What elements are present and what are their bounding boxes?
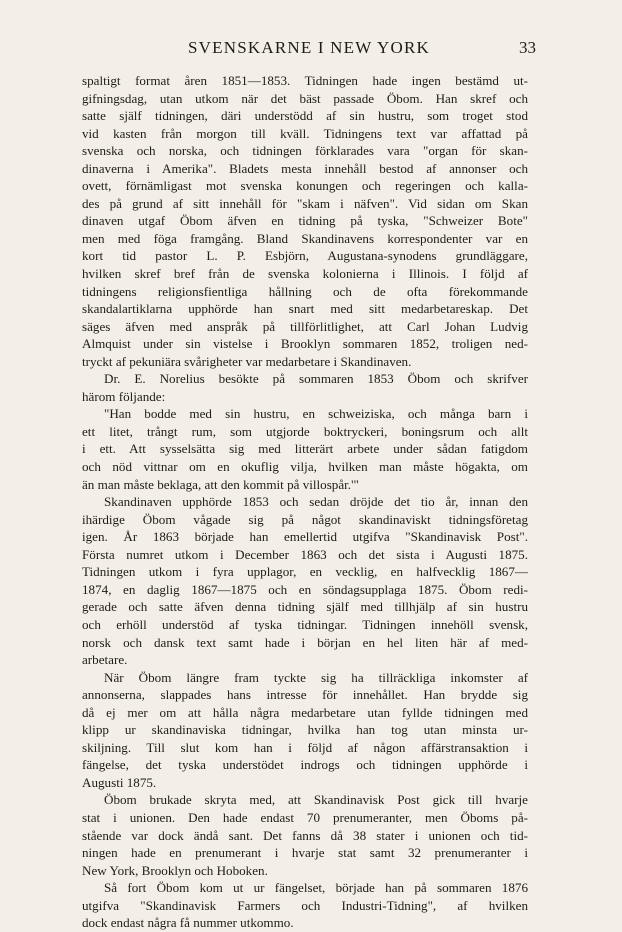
text-line: Skandinaven upphörde 1853 och sedan dröjde det tio år, innan den bbox=[104, 494, 528, 510]
text-line: svenska och norska, och tidningen förklarades vara "organ för skan- bbox=[82, 143, 528, 159]
text-line: tryckt af pekuniära svårigheter var medarbetare i Skandinaven. bbox=[82, 353, 412, 369]
page-number: 33 bbox=[519, 38, 536, 57]
text-line: norsk och dansk text samt hade i början en hel liten här af med- bbox=[82, 634, 528, 650]
text-line: säges äfven med anspråk på tillförlitlighet, att Carl Johan Ludvig bbox=[82, 318, 528, 334]
text-line: i ett. Att sysselsätta sig med litterärt arbete under sådan fatigdom bbox=[82, 441, 528, 457]
text-line: igen. År 1863 började han emellertid utgifva "Skandinavisk Post". bbox=[82, 529, 528, 545]
text-line: ihärdige Öbom vågade sig på något skandinaviskt tidningsföretag bbox=[82, 511, 528, 527]
text-line: des på grund af sitt innehåll för "skam i näfven". Vid sidan om Skan bbox=[82, 195, 528, 211]
text-line: "Han bodde med sin hustru, en schweiziska, och många barn i bbox=[104, 406, 528, 422]
text-line: 1874, en daglig 1867—1875 och en söndagsupplaga 1875. Öbom redi- bbox=[82, 581, 528, 597]
text-line: När Öbom längre fram tyckte sig ha tillräckliga inkomster af bbox=[104, 669, 528, 685]
text-line: Almquist under sin vistelse i Brooklyn sommaren 1852, troligen ned- bbox=[82, 336, 528, 352]
text-line: Så fort Öbom kom ut ur fängelset, började han på sommaren 1876 bbox=[104, 880, 528, 896]
text-line: arbetare. bbox=[82, 652, 128, 668]
running-header bbox=[82, 36, 536, 64]
text-line: spaltigt format åren 1851—1853. Tidningen hade ingen bestämd ut- bbox=[82, 73, 528, 88]
text-line: dinaverna i Amerika". Bladets mesta innehåll bestod af annonser och bbox=[82, 160, 528, 176]
text-line: gifningsdag, utan utkom när det bäst passade Öbom. Han skref och bbox=[82, 90, 528, 106]
text-line: då ej mer om att hålla några medarbetare utan fyllde tidningen med bbox=[82, 704, 528, 720]
text-line: ett litet, trångt rum, som utgjorde boktryckeri, boningsrum och allt bbox=[82, 423, 528, 439]
text-line: och erhöll understöd af tyska tidningar. Tidningen innehöll svensk, bbox=[82, 616, 528, 632]
text-line: vid kasten från morgon till kväll. Tidningens text var affattad på bbox=[82, 125, 528, 141]
text-line: klipp ur skandinaviska tidningar, hvilka han tog utan minsta ur- bbox=[82, 722, 528, 738]
text-line: kort tid pastor L. P. Esbjörn, Augustana-synodens grundläggare, bbox=[82, 248, 528, 264]
text-line: än man måste beklaga, att den kommit på villospår.'" bbox=[82, 476, 359, 492]
text-line: tidningens religionsfientliga hållning och de ofta förekommande bbox=[82, 283, 528, 299]
text-line: Öbom brukade skryta med, att Skandinavisk Post gick till hvarje bbox=[104, 792, 528, 808]
text-line: stående var dock ändå sant. Det fanns då 38 stater i unionen och tid- bbox=[82, 827, 528, 843]
text-line: gerade och satte äfven denna tidning själf med tillhjälp af sin hustru bbox=[82, 599, 528, 615]
text-line: och nöd vittnar om en okuflig vilja, hvilken man måste högakta, om bbox=[82, 459, 528, 475]
text-line: Första numret utkom i December 1863 och det sista i Augusti 1875. bbox=[82, 546, 528, 562]
text-line: ningen hade en prenumerant i hvarje stat samt 32 prenumeranter i bbox=[82, 845, 528, 861]
text-line: stat i unionen. Den hade endast 70 prenumeranter, men Öboms på- bbox=[82, 809, 528, 825]
text-line: utgifva "Skandinavisk Farmers och Industri-Tidning", af hvilken bbox=[82, 897, 528, 913]
text-line: hvilken skref bref från de svenska kolonierna i Illinois. I följd af bbox=[82, 266, 528, 282]
text-line: skiljning. Till slut kom han i följd af någon affärstransaktion i bbox=[82, 739, 528, 755]
text-line: skandalartiklarna upphörde han snart med sitt medarbetareskap. Det bbox=[82, 301, 528, 317]
text-line: annonserna, slappades hans intresse för innehållet. Han brydde sig bbox=[82, 687, 528, 703]
text-line: satte själf tidningen, däri understödd af sin hustru, som troget stod bbox=[82, 108, 528, 124]
text-line: New York, Brooklyn och Hoboken. bbox=[82, 862, 268, 878]
body-text bbox=[82, 72, 528, 932]
text-line: ovett, förnämligast mot svenska konungen och regeringen och kalla- bbox=[82, 178, 528, 194]
text-line: Augusti 1875. bbox=[82, 774, 157, 790]
text-line: Dr. E. Norelius besökte på sommaren 1853 Öbom och skrifver bbox=[104, 371, 528, 387]
text-line: Tidningen utkom i fyra upplagor, en vecklig, en halfvecklig 1867— bbox=[82, 564, 528, 580]
text-line: härom följande: bbox=[82, 388, 166, 404]
text-line: men med föga framgång. Bland Skandinavens korrespondenter var en bbox=[82, 230, 528, 246]
text-line: fängelse, det tyska understödet indrogs och tidningen upphörde i bbox=[82, 757, 528, 773]
text-line: dinaven utgaf Öbom äfven en tidning på tyska, "Schweizer Bote" bbox=[82, 213, 528, 229]
text-line: dock endast några få nummer utkommo. bbox=[82, 915, 294, 931]
running-head-title: SVENSKARNE I NEW YORK bbox=[188, 38, 430, 57]
